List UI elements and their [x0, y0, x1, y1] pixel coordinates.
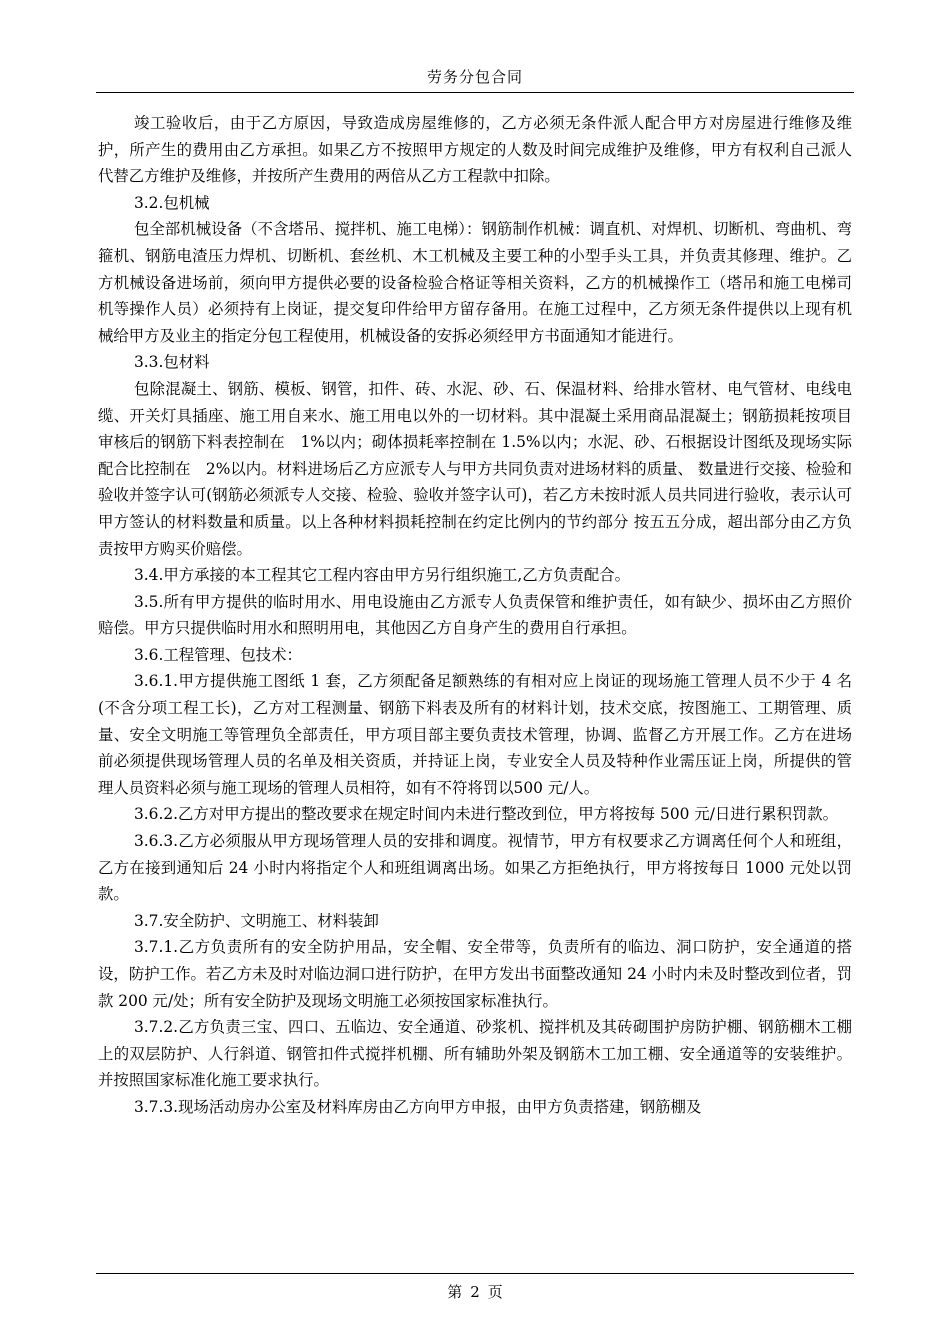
- document-body: [98, 110, 852, 1121]
- footer-divider: [96, 1273, 854, 1274]
- paragraph: 3.4.甲方承接的本工程其它工程内容由甲方另行组织施工,乙方负责配合。: [134, 566, 630, 585]
- paragraph: 3.7.3.现场活动房办公室及材料库房由乙方向甲方申报，由甲方负责搭建，钢筋棚及: [134, 1097, 702, 1116]
- paragraph: 3.7.1.乙方负责所有的安全防护用品，安全帽、安全带等，负责所有的临边、洞口防护，安全通道的搭设，防护工作。若乙方未及时对临边洞口进行防护，在甲方发出书面整改通知 24 小时内未及时整改到位者，罚款 200 元/处；所有安全防护及现场文明施工必须按国家标准执行。: [98, 938, 852, 1010]
- paragraph: 包除混凝土、钢筋、模板、钢管，扣件、砖、水泥、砂、石、保温材料、给排水管材、电气管材、电线电缆、开关灯具插座、施工用自来水、施工用电以外的一切材料。其中混凝土采用商品混凝土；钢筋损耗按项目审核后的钢筋下料表控制在 1%以内；砌体损耗率控制在 1.5%以内；水泥、砂、石根据设计图纸及现场实际配合比控制在 2%以内。材料进场后乙方应派专人与甲方共同负责对进场材料的质量、 数量进行交接、检验和验收并签字认可(钢筋必须派专人交接、检验、验收并签字认可)，若乙方未按时派人员共同进行验收，表示认可甲方签认的材料数量和质量。以上各种材料损耗控制在约定比例内的节约部分 按五五分成，超出部分由乙方负责按甲方购买价赔偿。: [98, 379, 852, 558]
- section-heading: 3.2.包机械: [134, 193, 210, 212]
- page-header-title: 劳务分包合同: [426, 68, 523, 86]
- page-number-prefix: 第: [447, 1283, 463, 1301]
- section-heading: 3.6.工程管理、包技术：: [134, 645, 302, 664]
- paragraph: 包全部机械设备（不含塔吊、搅拌机、施工电梯）：钢筋制作机械：调直机、对焊机、切断机、弯曲机、弯箍机、钢筋电渣压力焊机、切断机、套丝机、木工机械及主要工种的小型手头工具，并负责其修理、维护。乙方机械设备进场前，须向甲方提供必要的设备检验合格证等相关资料，乙方的机械操作工（塔吊和施工电梯司机等操作人员）必须持有上岗证，提交复印件给甲方留存备用。在施工过程中，乙方须无条件提供以上现有机械给甲方及业主的指定分包工程使用，机械设备的安拆必须经甲方书面通知才能进行。: [98, 220, 852, 345]
- header-divider: [96, 92, 854, 93]
- paragraph: 3.6.3.乙方必须服从甲方现场管理人员的安排和调度。视情节，甲方有权要求乙方调离任何个人和班组，乙方在接到通知后 24 小时内将指定个人和班组调离出场。如果乙方拒绝执行，甲方将按每日 1000 元处以罚款。: [98, 832, 852, 904]
- paragraph: 3.5.所有甲方提供的临时用水、用电设施由乙方派专人负责保管和维护责任，如有缺少、损坏由乙方照价赔偿。甲方只提供临时用水和照明用电，其他因乙方自身产生的费用自行承担。: [98, 592, 852, 638]
- section-heading: 3.7.安全防护、文明施工、材料装卸: [134, 911, 379, 930]
- page-number: [0, 1283, 950, 1301]
- paragraph: 3.6.2.乙方对甲方提出的整改要求在规定时间内未进行整改到位，甲方将按每 500 元/日进行累积罚款。: [134, 805, 839, 824]
- paragraph: 3.7.2.乙方负责三宝、四口、五临边、安全通道、砂浆机、搅拌机及其砖砌围护房防护棚、钢筋棚木工棚上的双层防护、人行斜道、钢管扣件式搅拌机棚、所有辅助外架及钢筋木工加工棚、安全通道等的安装维护。并按照国家标准化施工要求执行。: [98, 1018, 852, 1090]
- section-heading: 3.3.包材料: [134, 353, 210, 372]
- page-number-value: 2: [470, 1283, 480, 1301]
- page-number-suffix: 页: [487, 1283, 503, 1301]
- paragraph: 3.6.1.甲方提供施工图纸 1 套，乙方须配备足额熟练的有相对应上岗证的现场施工管理人员不少于 4 名(不含分项工程工长)，乙方对工程测量、钢筋下料表及所有的材料计划，技术交底，按图施工、工期管理、质量、安全文明施工等管理负全部责任，甲方项目部主要负责技术管理，协调、监督乙方开展工作。乙方在进场前必须提供现场管理人员的名单及相关资质，并持证上岗，专业安全人员及特种作业需压证上岗，所提供的管理人员资料必须与施工现场的管理人员相符，如有不符将罚以500 元/人。: [98, 672, 852, 797]
- paragraph: 竣工验收后，由于乙方原因，导致造成房屋维修的，乙方必须无条件派人配合甲方对房屋进行维修及维护，所产生的费用由乙方承担。如果乙方不按照甲方规定的人数及时间完成维护及维修，甲方有权利自己派人代替乙方维护及维修，并按所产生费用的两倍从乙方工程款中扣除。: [98, 114, 852, 186]
